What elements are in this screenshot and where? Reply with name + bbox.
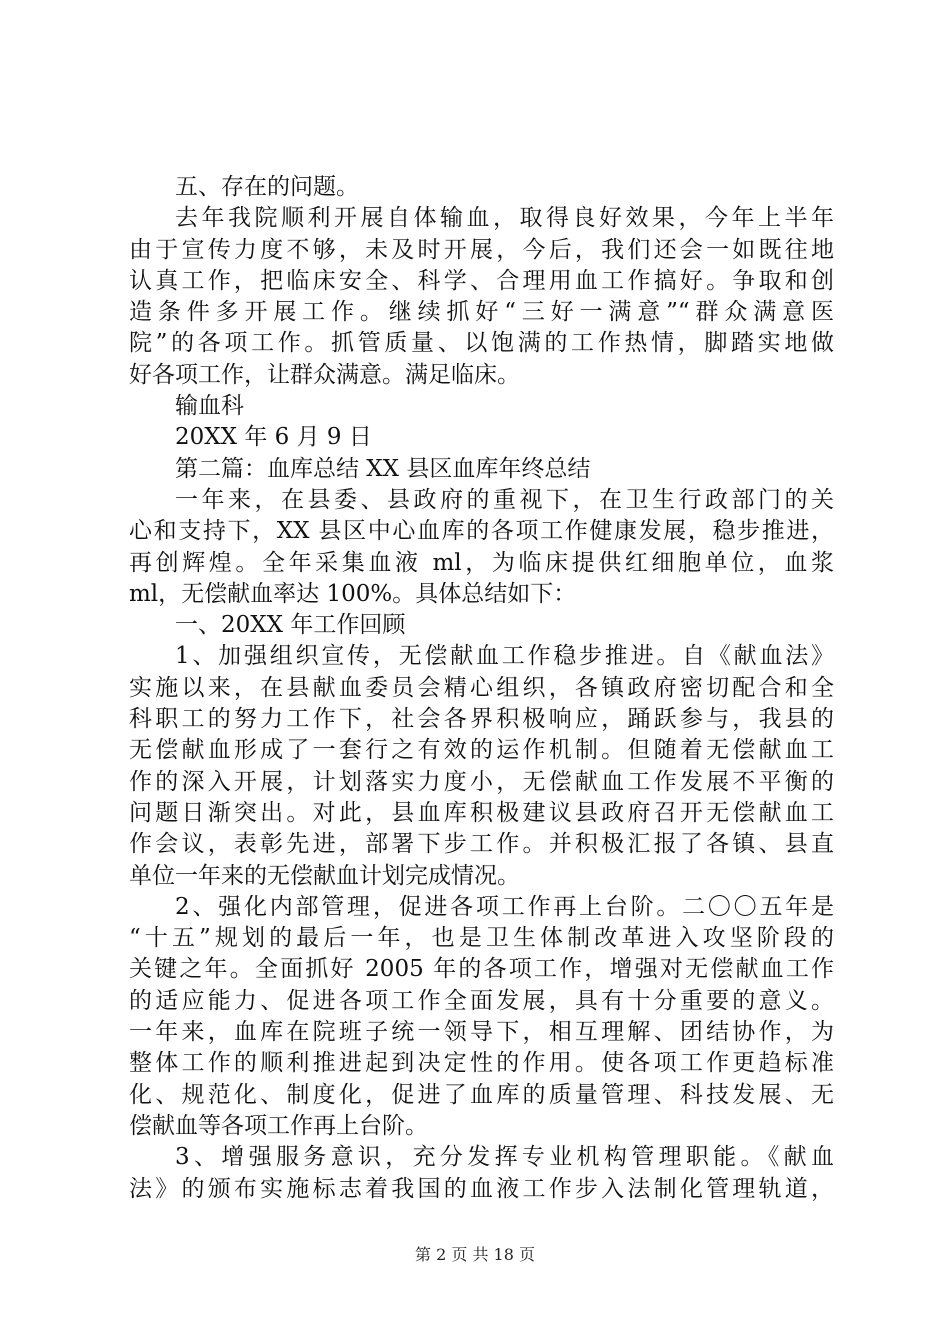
text-line: 20XX 年 6 月 9 日 bbox=[175, 424, 372, 451]
text-line: 2、强化内部管理，促进各项工作再上台阶。二〇〇五年是 bbox=[175, 893, 834, 920]
text-line: “十五”规划的最后一年，也是卫生体制改革进入攻坚阶段的 bbox=[129, 925, 834, 952]
text-line: 问题日渐突出。对此，县血库积极建议县政府召开无偿献血工 bbox=[129, 799, 834, 826]
text-line: 院”的各项工作。抓管质量、以饱满的工作热情，脚踏实地做 bbox=[129, 330, 834, 357]
text-line: 认真工作，把临床安全、科学、合理用血工作搞好。争取和创 bbox=[129, 267, 834, 294]
text-line: 作的深入开展，计划落实力度小，无偿献血工作发展不平衡的 bbox=[129, 768, 834, 795]
text-line: 作会议，表彰先进，部署下步工作。并积极汇报了各镇、县直 bbox=[129, 831, 834, 858]
text-line: 五、存在的问题。 bbox=[175, 174, 359, 200]
text-line: 关键之年。全面抓好 2005 年的各项工作，增强对无偿献血工作 bbox=[129, 956, 834, 983]
page-number-footer: 第 2 页 共 18 页 bbox=[415, 1245, 535, 1264]
text-line: 法》的颁布实施标志着我国的血液工作步入法制化管理轨道， bbox=[129, 1175, 834, 1202]
text-line: 第二篇：血库总结 XX 县区血库年终总结 bbox=[175, 455, 591, 482]
text-line: ml，无偿献血率达 100%。具体总结如下： bbox=[129, 580, 577, 607]
text-line: 造条件多开展工作。继续抓好“三好一满意”“群众满意医 bbox=[129, 299, 834, 326]
text-line: 化、规范化、制度化，促进了血库的质量管理、科技发展、无 bbox=[129, 1081, 834, 1108]
text-line: 一年来，血库在院班子统一领导下，相互理解、团结协作，为 bbox=[129, 1019, 834, 1046]
text-line: 去年我院顺利开展自体输血，取得良好效果，今年上半年 bbox=[175, 205, 834, 232]
text-line: 一、20XX 年工作回顾 bbox=[175, 612, 406, 639]
document-body bbox=[129, 172, 834, 1205]
text-line: 科职工的努力工作下，社会各界积极响应，踊跃参与，我县的 bbox=[129, 706, 834, 733]
text-line: 由于宣传力度不够，未及时开展，今后，我们还会一如既往地 bbox=[129, 236, 834, 263]
text-line: 再创辉煌。全年采集血液 ml，为临床提供红细胞单位，血浆 bbox=[129, 549, 834, 576]
text-line: 心和支持下，XX 县区中心血库的各项工作健康发展，稳步推进， bbox=[129, 518, 834, 545]
text-line: 一年来，在县委、县政府的重视下，在卫生行政部门的关 bbox=[175, 486, 834, 513]
text-line: 无偿献血形成了一套行之有效的运作机制。但随着无偿献血工 bbox=[129, 737, 834, 764]
text-line: 输血科 bbox=[175, 393, 244, 420]
text-line: 实施以来，在县献血委员会精心组织，各镇政府密切配合和全 bbox=[129, 674, 834, 701]
text-line: 整体工作的顺利推进起到决定性的作用。使各项工作更趋标准 bbox=[129, 1050, 834, 1077]
text-line: 单位一年来的无偿献血计划完成情况。 bbox=[129, 862, 520, 889]
text-line: 偿献血等各项工作再上台阶。 bbox=[129, 1112, 428, 1139]
text-line: 的适应能力、促进各项工作全面发展，具有十分重要的意义。 bbox=[129, 987, 834, 1014]
text-line: 好各项工作，让群众满意。满足临床。 bbox=[129, 361, 520, 388]
text-line: 1、加强组织宣传，无偿献血工作稳步推进。自《献血法》 bbox=[175, 643, 834, 670]
text-line: 3、增强服务意识，充分发挥专业机构管理职能。《献血 bbox=[175, 1144, 834, 1171]
